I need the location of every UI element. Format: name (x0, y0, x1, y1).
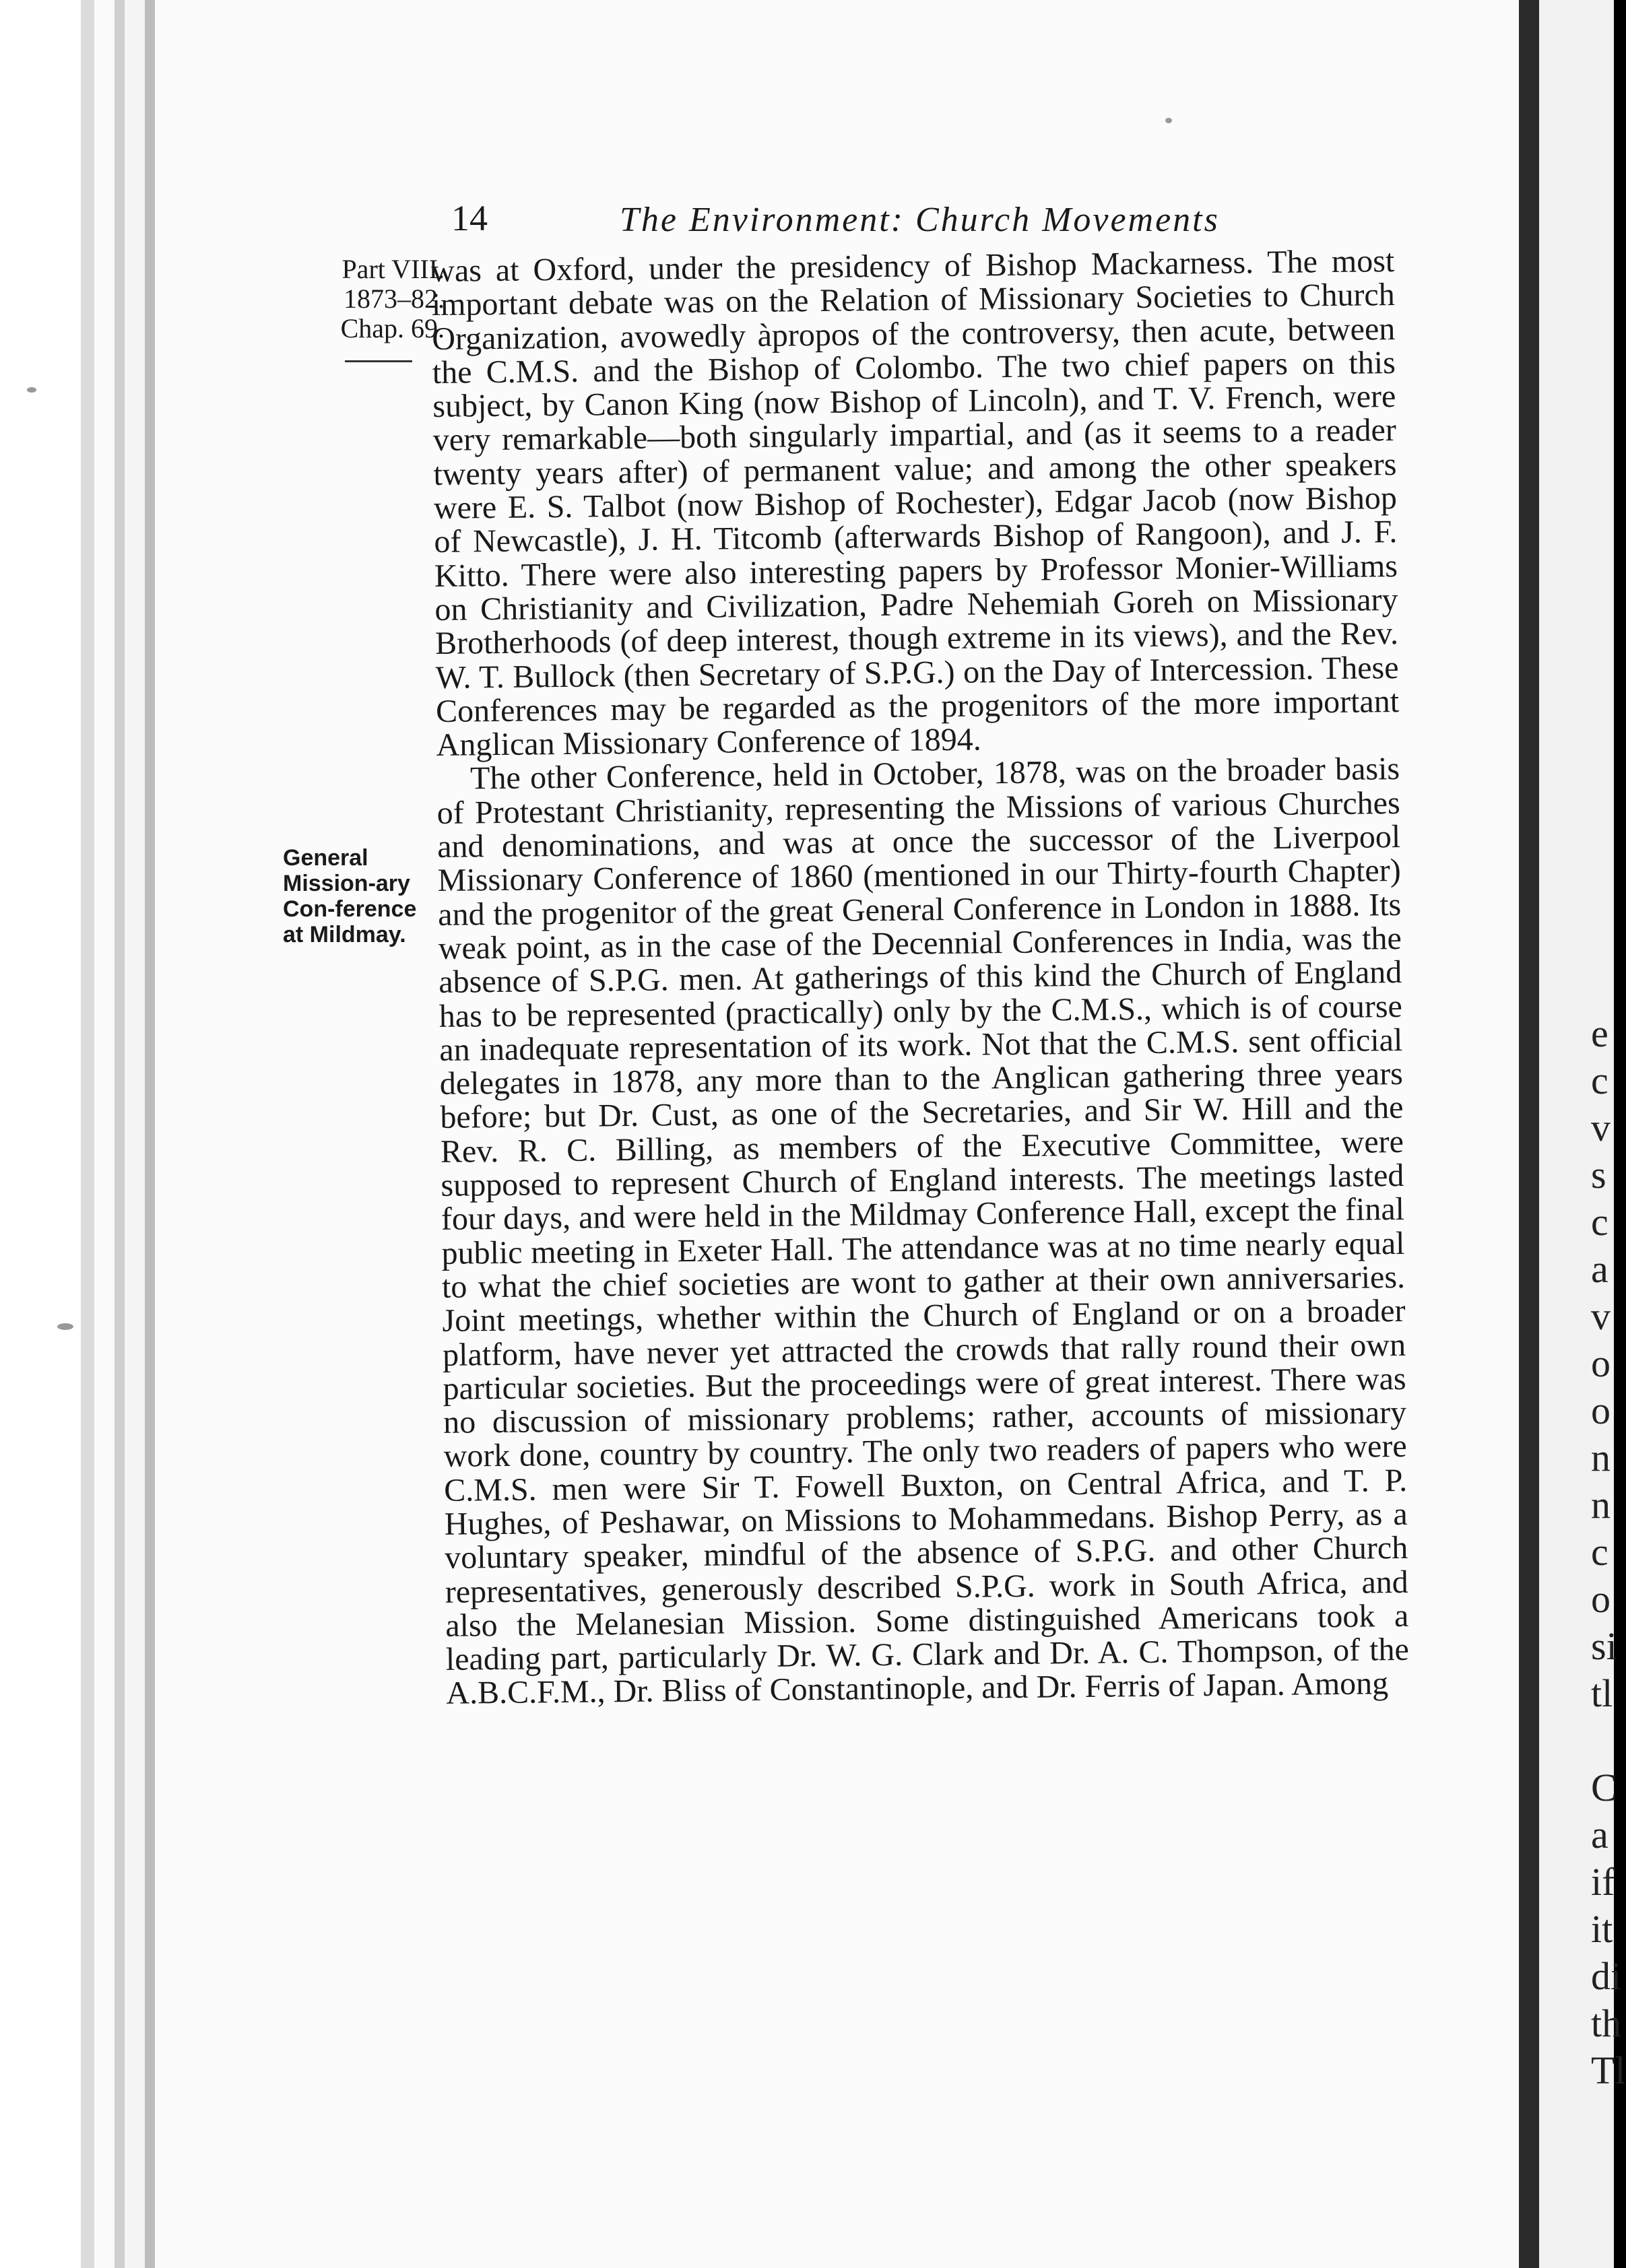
facing-page-fragment: c (1591, 1059, 1608, 1102)
facing-page-fragment: n (1591, 1483, 1611, 1527)
facing-page-fragment: th (1591, 2001, 1622, 2045)
facing-page-fragment: o (1591, 1341, 1611, 1385)
running-header (404, 191, 1280, 251)
facing-page-fragment (1591, 1717, 1614, 1764)
margin-part-label: Part VIII. (342, 254, 445, 284)
scanner-left-edge (0, 0, 155, 2268)
facing-page-fragment: Tl (1591, 2048, 1626, 2092)
facing-page-fragment: a (1591, 1247, 1608, 1291)
facing-page-fragment: c (1591, 1530, 1608, 1574)
facing-page-fragment: o (1591, 1577, 1611, 1621)
facing-page-fragment: si (1591, 1624, 1617, 1668)
body-text (431, 244, 1410, 1711)
running-title: The Environment: Church Movements (620, 201, 1220, 239)
margin-chapter-ref (283, 255, 445, 343)
facing-page-fragment: if (1591, 1860, 1615, 1904)
scan-speck (27, 387, 36, 393)
margin-rule (345, 360, 412, 362)
facing-page-fragment: e (1591, 1011, 1608, 1055)
side-note: General Mission-ary Con-ference at Mildmay. (283, 845, 417, 947)
paragraph-1: was at Oxford, under the presidency of Bishop Mackarness. The most important debate was on the Relation of Missionary Societies to Church Organization, avowedly àpropos of the controversy, then acute, between the C.M.S. and the Bishop of Colombo. The two chief papers on this subject, by Canon King (now Bishop of Lincoln), and T. V. French, were very remarkable—both singularly impartial, and (as it seems to a reader twenty years after) of permanent value; and among the other speakers were E. S. Talbot (now Bishop of Rochester), Edgar Jacob (now Bishop of Newcastle), J. H. Titcomb (afterwards Bishop of Rangoon), and J. F. Kitto. There were also interesting papers by Professor Monier-Williams on Christianity and Civilization, Padre Nehemiah Goreh on Missionary Brotherhoods (of deep interest, though extreme in its views), and the Rev. W. T. Bullock (then Secretary of S.P.G.) on the Day of Intercession. These Conferences may be regarded as the progenitors of the more important Anglican Missionary Conference of 1894. (430, 243, 1400, 764)
facing-page-fragment: c (1591, 1200, 1608, 1244)
margin-chapter: Chap. 69. (340, 313, 445, 343)
margin-years: 1873–82. (344, 284, 445, 314)
facing-page-fragment: s (1591, 1153, 1606, 1197)
facing-page-fragment: n (1591, 1436, 1611, 1479)
facing-page-fragment: o (1591, 1389, 1611, 1432)
scan-speck (57, 1323, 73, 1330)
facing-page-fragment: v (1591, 1106, 1611, 1149)
facing-page-fragment: tl (1591, 1671, 1613, 1715)
facing-page-fragment: di (1591, 1954, 1622, 1998)
facing-page-fragment: it (1591, 1907, 1613, 1951)
paragraph-2: The other Conference, held in October, 1878, was on the broader basis of Protestant Christianity, representing the Missions of various Churches and denominations, and was at once the successor of the Liverpool Missionary Conference of 1860 (mentioned in our Thirty-fourth Chapter) and the progenitor of the great General Conference in London in 1888. Its weak point, as in the case of the Decennial Conferences in India, was the absence of S.P.G. men. At gatherings of this kind the Church of England has to be represented (practically) only by the C.M.S., which is of course an inadequate representation of its work. Not that the C.M.S. sent official delegates in 1878, any more than to the Anglican gathering three years before; but Dr. Cust, as one of the Secretaries, and Sir W. Hill and the Rev. R. C. Billing, as members of the Executive Committee, were supposed to represent Church of England interests. The meetings lasted four days, and were held in the Mildmay Conference Hall, except the final public meeting in Exeter Hall. The attendance was at no time nearly equal to what the chief societies are wont to gather at their own anniversaries. Joint meetings, whether within the Church of England or on a broader platform, have never yet attracted the crowds that rally round their own particular societies. But the proceedings were of great interest. There was no discussion of missionary problems; rather, accounts of missionary work done, country by country. The only two readers of papers who were C.M.S. men were Sir T. Fowell Buxton, on Central Africa, and T. P. Hughes, of Peshawar, on Missions to Mohammedans. Bishop Perry, as a voluntary speaker, mindful of the absence of S.P.G. and other Church representatives, generously described S.P.G. work in South Africa, and also the Melanesian Mission. Some distinguished Americans took a leading part, particularly Dr. W. G. Clark and Dr. A. C. Thompson, of the A.B.C.F.M., Dr. Bliss of Constantinople, and Dr. Ferris of Japan. Among (436, 751, 1410, 1712)
facing-page-fragments (1591, 1010, 1626, 2094)
page-number: 14 (451, 198, 488, 238)
facing-page-fragment: a (1591, 1813, 1608, 1857)
facing-page-fragment: C (1591, 1766, 1617, 1809)
facing-page-fragment: v (1591, 1294, 1611, 1338)
scan-speck (1165, 118, 1172, 123)
